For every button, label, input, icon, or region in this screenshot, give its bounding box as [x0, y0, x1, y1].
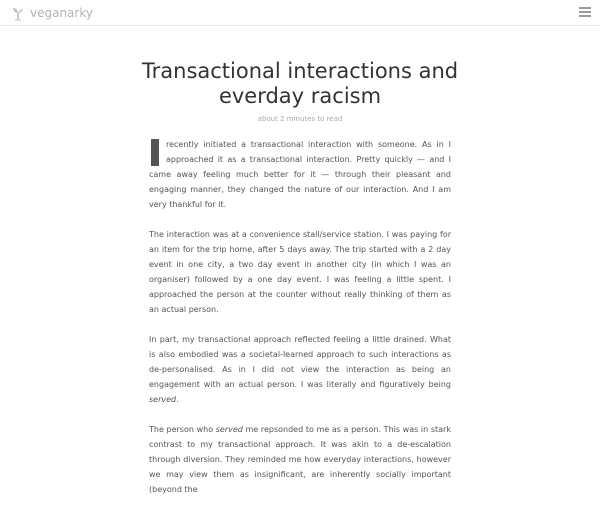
article-paragraph-2: The interaction was at a convenience stall/service station. I was paying for an item for the trip home, after 5 days away. The trip started with a 2 day event in one city, a two day event in another city (in which I was an organiser) followed by a one day event. I was feeling a little spent. I approached the person at the counter without really thinking of them as an actual person. [149, 230, 451, 314]
drop-cap [151, 139, 159, 166]
paragraph-4-start: The person who [149, 425, 214, 434]
emphasis-served: served [149, 395, 177, 404]
article-title: Transactional interactions and everday racism [141, 59, 459, 108]
article-paragraph-1 [149, 137, 451, 212]
paragraph-4-text: me repsonded to me as a person. This was in stark contrast to my transactional approach. It was akin to a de-escalation through diversion. They reminded me how everyday interactions, however we may view them as insignificant, are inherently socially important (beyond the [149, 425, 451, 494]
site-name: veganarky [30, 5, 93, 20]
sprout-icon [10, 5, 26, 21]
paragraph-1-text: recently initiated a transactional interaction with someone. As in I approached it as a transactional interaction. Pretty quickly — and I came away feeling much better for it — through their pleasant and engaging manner, they changed the nature of our interaction. And I am very thankful for it. [149, 140, 451, 209]
paragraph-3-text: In part, my transactional approach reflected feeling a little drained. What is also embodied was a societal-learned approach to such interactions as de-personalised. As in I did not view the interaction as being an engagement with an actual person. I was literally and figuratively being [149, 335, 451, 389]
paragraph-3-end: . [176, 395, 179, 404]
article-body [149, 137, 451, 512]
hamburger-menu-icon[interactable] [579, 6, 591, 18]
emphasis-served-2: served [215, 425, 243, 434]
article-paragraph-3 [149, 332, 451, 407]
site-brand-link[interactable] [10, 4, 93, 21]
top-navigation-bar [0, 0, 600, 26]
read-time: about 2 minutes to read [257, 115, 343, 123]
article-paragraph-4 [149, 422, 451, 497]
